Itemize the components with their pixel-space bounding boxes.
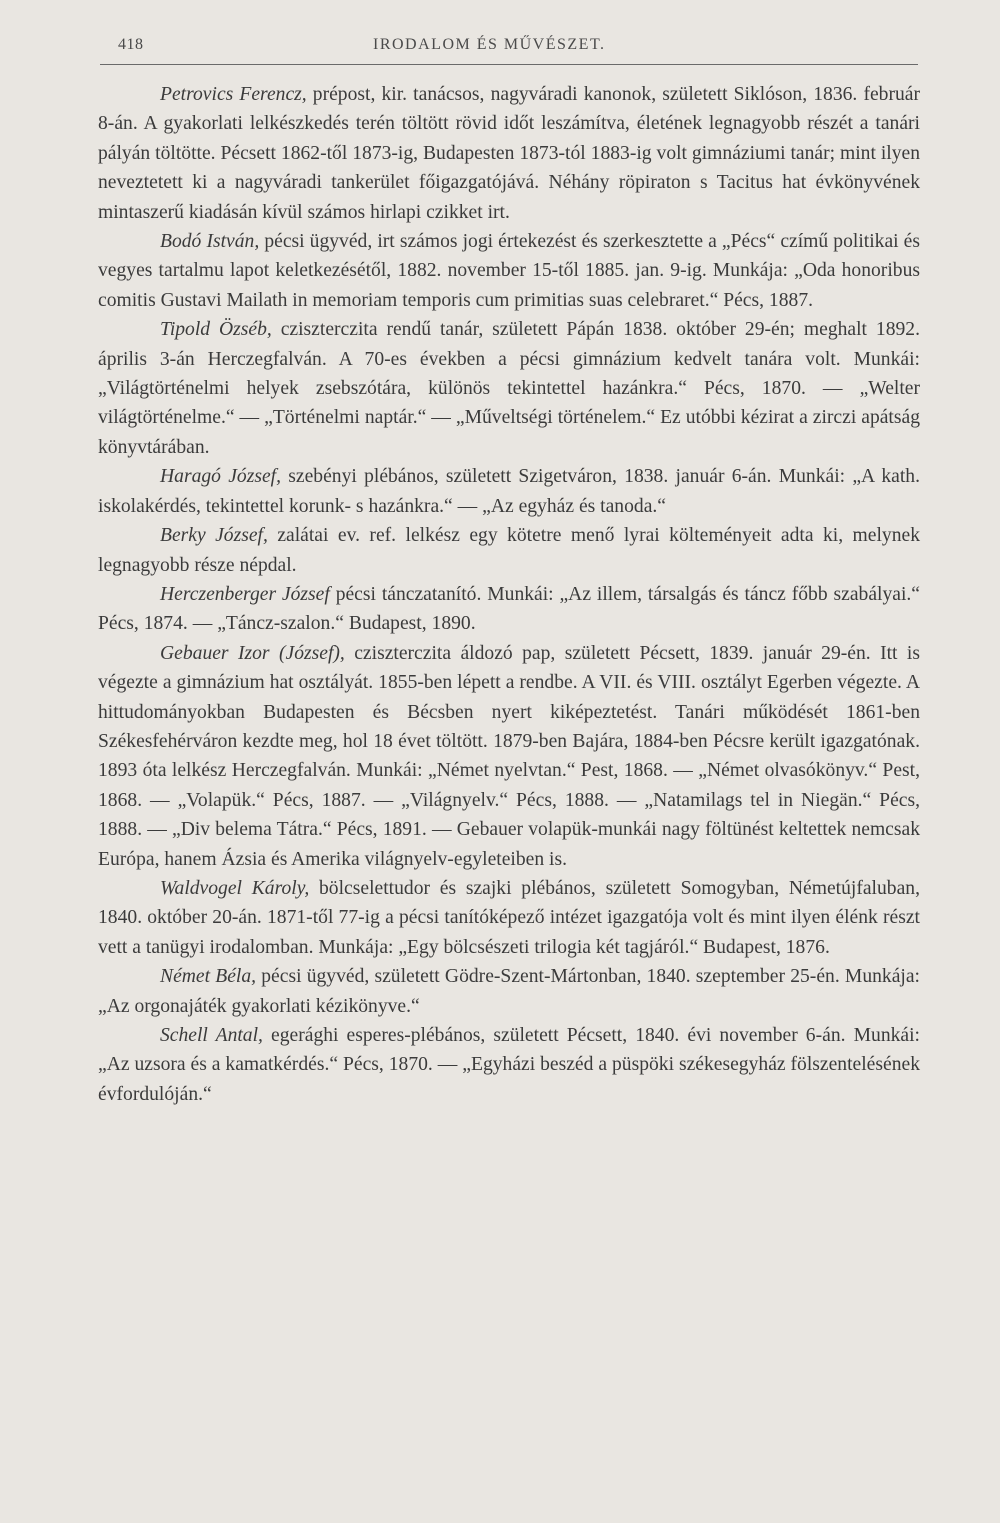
header-rule — [100, 64, 918, 65]
entry-text: cziszterczita rendű tanár, született Pápán 1838. október 29-én; meghalt 1892. április 3-án Herczegfalván. A 70-es években a pécsi gimnázium kedvelt tanára volt. Munkái: „Világtörténelmi helyek zsebszótára, különös tekintettel hazánkra.“ Pécs, 1870. — „Welter világtörténelme.“ — „Történelmi naptár.“ — „Műveltségi történelem.“ Ez utóbbi kézirat a zirczi apátság könyvtárában. — [98, 319, 920, 458]
running-title: IRODALOM ÉS MŰVÉSZET. — [373, 36, 606, 53]
biography-entry — [98, 1021, 920, 1109]
body-text — [98, 80, 920, 1109]
biography-entry — [98, 227, 920, 315]
entry-text: pécsi ügyvéd, irt számos jogi értekezést és szerkesztette a „Pécs“ czímű politikai és vegyes tartalmu lapot keletkezésétől, 1882. november 15-től 1885. jan. 9-ig. Munkája: „Oda honoribus comitis Gustavi Mailath in memoriam temporis cum primitias suas celebraret.“ Pécs, 1887. — [98, 231, 920, 311]
entry-text: prépost, kir. tanácsos, nagyváradi kanonok, született Siklóson, 1836. február 8-án. A gyakorlati lelkészkedés terén töltött rövid időt leszámítva, életének legnagyobb részét a tanári pályán töltötte. Pécsett 1862-től 1873-ig, Budapesten 1873-tól 1883-ig volt gimnáziumi tanár; mint ilyen neveztetett ki a nagyváradi tankerület főigazgatójává. Néhány röpiraton s Tacitus hat évkönyvének mintaszerű kiadásán kívül számos hirlapi czikket irt. — [98, 84, 921, 223]
entry-text: egerághi esperes-plébános, született Pécsett, 1840. évi november 6-án. Munkái: „Az uzsora és a kamatkérdés.“ Pécs, 1870. — „Egyházi beszéd a püspöki székesegyház fölszentelésének évfordulóján.“ — [98, 1025, 920, 1105]
entry-text: pécsi tánczatanító. Munkái: „Az illem, társalgás és táncz főbb szabályai.“ Pécs, 1874. — „Táncz-szalon.“ Budapest, 1890. — [98, 583, 920, 635]
entry-text: pécsi ügyvéd, született Gödre-Szent-Mártonban, 1840. szeptember 25-én. Munkája: „Az orgonajáték gyakorlati kézikönyve.“ — [98, 966, 921, 1017]
page-header — [0, 36, 1000, 60]
entry-text: zalátai ev. ref. lelkész egy kötetre menő lyrai költeményeit adta ki, melynek legnagyobb része népdal. — [98, 525, 920, 576]
biography-entry — [98, 874, 920, 962]
person-name: Haragó József, — [160, 466, 282, 488]
person-name: Waldvogel Károly, — [160, 877, 310, 899]
page-number: 418 — [118, 36, 144, 53]
biography-entry — [98, 962, 920, 1021]
person-name: Schell Antal, — [160, 1025, 263, 1046]
entry-text: bölcselettudor és szajki plébános, született Somogyban, Németújfaluban, 1840. október 20-án. 1871-től 77-ig a pécsi tanítóképező intézet igazgatója volt és mint ilyen élénk részt vett a tanügyi irodalomban. Munkája: „Egy bölcsészeti trilogia két tagjáról.“ Budapest, 1876. — [98, 877, 920, 958]
person-name: Német Béla, — [160, 966, 257, 988]
person-name: Gebauer Izor (József), — [160, 642, 345, 664]
biography-entry — [98, 521, 920, 580]
biography-entry — [98, 80, 920, 227]
biography-entry — [98, 315, 920, 462]
person-name: Berky József, — [160, 525, 268, 547]
entry-text: cziszterczita áldozó pap, született Pécsett, 1839. január 29-én. Itt is végezte a gimnázium hat osztályát. 1855-ben lépett a rendbe. A VII. és VIII. osztályt Egerben végezte. A hittudományokban Budapesten és Bécsben nyert kiképeztetést. Tanári működését 1861-ben Székesfehérváron kezdte meg, hol 18 évet töltött. 1879-ben Bajára, 1884-ben Pécsre került igazgatónak. 1893 óta lelkész Herczegfalván. Munkái: „Német nyelvtan.“ Pest, 1868. — „Német olvasókönyv.“ Pest, 1868. — „Volapük.“ Pécs, 1887. — „Világnyelv.“ Pécs, 1888. — „Natamilags tel in Niegän.“ Pécs, 1888. — „Div belema Tátra.“ Pécs, 1891. — Gebauer volapük-munkái nagy föltünést keltettek nemcsak Európa, hanem Ázsia és Amerika világnyelv-egyleteiben is. — [98, 642, 920, 870]
person-name: Herczenberger József — [160, 583, 330, 605]
entry-text: szebényi plébános, született Szigetváron, 1838. január 6-án. Munkái: „A kath. iskolakérdés, tekintettel korunk- s hazánkra.“ — „Az egyház és tanoda.“ — [98, 466, 920, 517]
biography-entry — [98, 639, 920, 874]
biography-entry — [98, 580, 920, 639]
person-name: Petrovics Ferencz, — [160, 84, 307, 105]
person-name: Tipold Özséb, — [160, 319, 272, 341]
biography-entry — [98, 462, 920, 521]
person-name: Bodó István, — [160, 231, 260, 253]
